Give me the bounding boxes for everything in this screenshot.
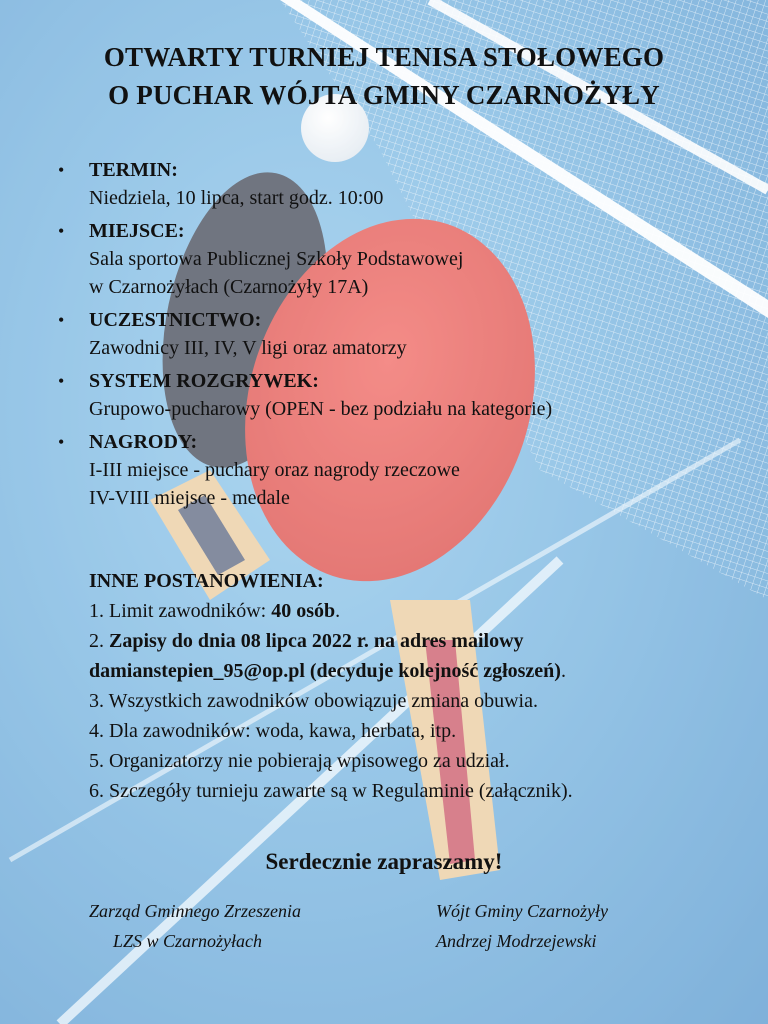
info-heading: MIEJSCE: bbox=[89, 220, 185, 242]
bullet-icon: • bbox=[58, 221, 65, 241]
info-heading: UCZESTNICTWO: bbox=[89, 309, 262, 331]
bullet-icon: • bbox=[58, 310, 65, 330]
signature-mayor bbox=[436, 896, 736, 956]
info-item-nagrody bbox=[58, 428, 738, 512]
rule-5: 5. Organizatorzy nie pobierają wpisowego za udział. bbox=[89, 750, 510, 772]
rule-3: 3. Wszystkich zawodników obowiązuje zmiana obuwia. bbox=[89, 690, 538, 712]
rule-1 bbox=[89, 596, 749, 626]
signature-organizer bbox=[89, 896, 369, 956]
rule-text: . bbox=[335, 600, 341, 622]
info-text: Zawodnicy III, IV, V ligi oraz amatorzy bbox=[89, 337, 407, 359]
signature-line: Zarząd Gminnego Zrzeszenia bbox=[89, 901, 302, 921]
rule-2 bbox=[89, 626, 749, 656]
registration-email: damianstepien_95@op.pl (decyduje kolejność zgłoszeń) bbox=[89, 660, 561, 682]
info-text: Sala sportowa Publicznej Szkoły Podstawowej bbox=[89, 248, 464, 270]
bullet-icon: • bbox=[58, 160, 65, 180]
info-heading: TERMIN: bbox=[89, 159, 178, 181]
poster-title bbox=[0, 38, 768, 114]
registration-deadline: Zapisy do dnia 08 lipca 2022 r. na adres mailowy bbox=[109, 630, 524, 652]
info-item-miejsce bbox=[58, 217, 738, 301]
info-text: I-III miejsce - puchary oraz nagrody rzeczowe bbox=[89, 459, 460, 481]
info-item-uczestnictwo bbox=[58, 306, 738, 362]
rule-6: 6. Szczegóły turnieju zawarte są w Regulaminie (załącznik). bbox=[89, 780, 573, 802]
signature-line: Andrzej Modrzejewski bbox=[436, 931, 597, 951]
bullet-icon: • bbox=[58, 371, 65, 391]
title-line-1: OTWARTY TURNIEJ TENISA STOŁOWEGO bbox=[103, 42, 665, 72]
rule-text: 2. bbox=[89, 630, 109, 652]
bullet-icon: • bbox=[58, 432, 65, 452]
tournament-info-list bbox=[58, 156, 738, 517]
rule-text: . bbox=[560, 660, 566, 682]
info-text: IV-VIII miejsce - medale bbox=[89, 487, 290, 509]
invitation-text: Serdecznie zapraszamy! bbox=[265, 849, 503, 874]
info-heading: SYSTEM ROZGRYWEK: bbox=[89, 370, 319, 392]
player-limit: 40 osób bbox=[271, 600, 336, 622]
rules-heading: INNE POSTANOWIENIA: bbox=[89, 570, 324, 592]
rule-text: 1. Limit zawodników: bbox=[89, 600, 272, 622]
info-item-system-rozgrywek bbox=[58, 367, 738, 423]
other-rules-section bbox=[89, 566, 749, 806]
info-text: Grupowo-pucharowy (OPEN - bez podziału na kategorie) bbox=[89, 398, 553, 420]
rule-4: 4. Dla zawodników: woda, kawa, herbata, itp. bbox=[89, 720, 457, 742]
title-line-2: O PUCHAR WÓJTA GMINY CZARNOŻYŁY bbox=[108, 80, 660, 110]
signature-line: LZS w Czarnożyłach bbox=[113, 931, 263, 951]
info-text: w Czarnożyłach (Czarnożyły 17A) bbox=[89, 276, 369, 298]
info-heading: NAGRODY: bbox=[89, 431, 198, 453]
info-text: Niedziela, 10 lipca, start godz. 10:00 bbox=[89, 187, 384, 209]
info-item-termin bbox=[58, 156, 738, 212]
signature-line: Wójt Gminy Czarnożyły bbox=[436, 901, 608, 921]
rule-2-continued bbox=[89, 656, 749, 686]
